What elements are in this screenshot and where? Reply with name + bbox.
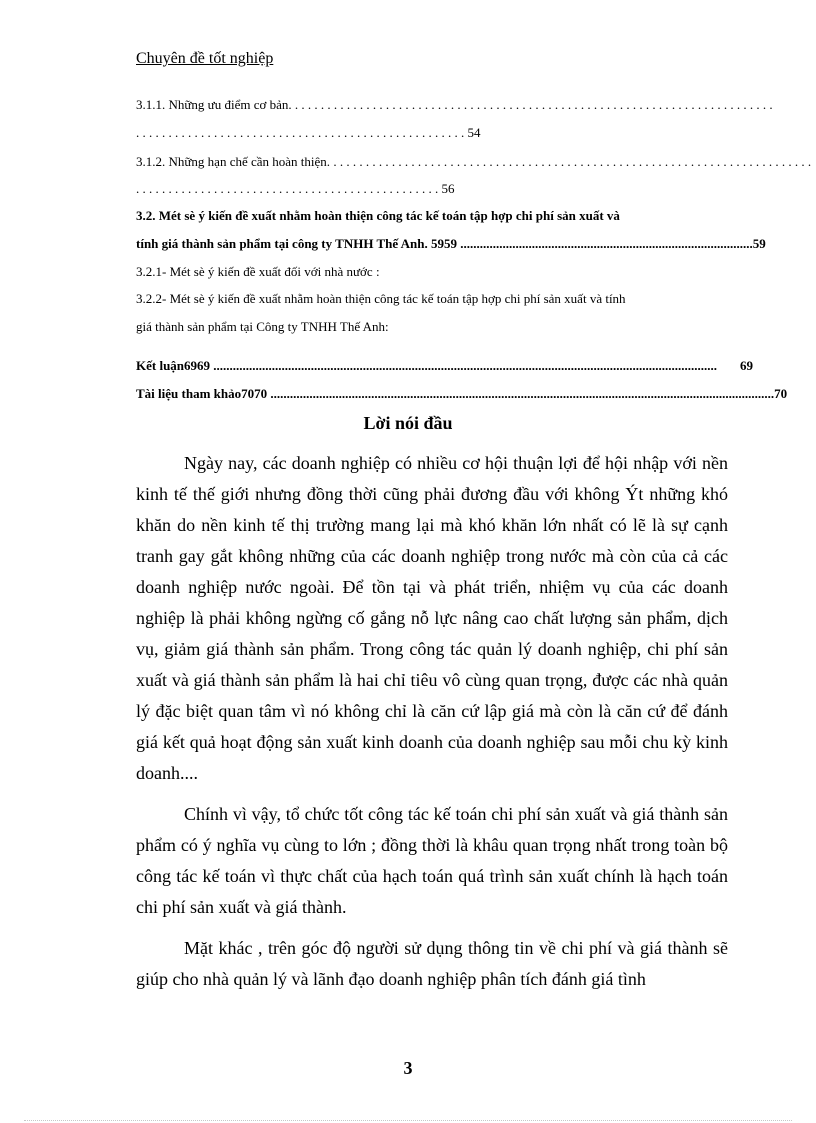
page-bottom-divider [24,1120,792,1121]
toc-leader-dots: . . . . . . . . . . . . . . . . . . . . . . . . . . . . . . . . . . . . . . . . . . . . . . . [136,181,442,196]
toc-entry-label: 3.1.2. Những hạn chế cần hoàn thiện. [136,154,331,169]
toc-entry-label: 3.2.1- Mét sè ý kiến đề xuất đối với nhà nước : [136,264,380,279]
toc-page-number: 56 [441,181,455,196]
toc-entry-label: Tài liệu tham khảo7070 [136,386,268,401]
page-number: 3 [403,1058,413,1078]
toc-entry-3-1-2-cont [136,181,753,197]
page-header: Chuyên đề tốt nghiệp [136,50,274,67]
paragraph: Mặt khác , trên góc độ người sử dụng thông tin về chi phí và giá thành sẽ giúp cho nhà quản lý và lãnh đạo doanh nghiệp phân tích đánh giá tình [136,938,728,989]
toc-page-number: 69 [740,358,753,373]
toc-entry-label: 3.2. Mét sè ý kiến đề xuất nhằm hoàn thiện công tác kế toán tập hợp chi phí sản xuất và [136,208,620,223]
toc-leader-dots: . . . . . . . . . . . . . . . . . . . . . . . . . . . . . . . . . . . . . . . . . . . . . . . . . . . . . . . . . . . . . . . . . . . . . . . . . . [330,154,812,169]
toc-leader-dots: . . . . . . . . . . . . . . . . . . . . . . . . . . . . . . . . . . . . . . . . . . . . . . . . . . . . . . . . . . . . . . . . . . . . . . . . . . [291,97,773,112]
toc-entry-label: Kết luận6969 [136,358,211,373]
toc-entry-label: tính giá thành sản phẩm tại công ty TNHH Thế Anh. 5959 [136,236,457,251]
toc-entry-references[interactable] [136,386,788,402]
toc-entry-label: giá thành sản phẩm tại Công ty TNHH Thế Anh: [136,319,389,334]
toc-leader-dots: . . . . . . . . . . . . . . . . . . . . . . . . . . . . . . . . . . . . . . . . . . . . . . . . . . . [136,125,468,140]
toc-entry-label: 3.1.1. Những ưu điểm cơ bản. [136,97,292,112]
paragraph: Ngày nay, các doanh nghiệp có nhiều cơ hội thuận lợi để hội nhập với nền kinh tế thế giới nhưng đồng thời cũng phải đương đầu với không Ýt những khó khăn do nền kinh tế thị trường mang lại mà khó khăn lớn nhất có lẽ là sự cạnh tranh gay gắt không những của các doanh nghiệp trong nước mà còn của cả các doanh nghiệp nước ngoài. Để tồn tại và phát triển, nhiệm vụ của các doanh nghiệp là phải không ngừng cố gắng nỗ lực nâng cao chất lượng sản phẩm, dịch vụ, giảm giá thành sản phẩm. Trong công tác quản lý doanh nghiệp, chi phí sản xuất và giá thành sản phẩm là hai chỉ tiêu vô cùng quan trọng, được các nhà quản lý đặc biệt quan tâm vì nó không chỉ là căn cứ lập giá mà còn là căn cứ để đánh giá kết quả hoạt động sản xuất kinh doanh của doanh nghiệp sau mỗi chu kỳ kinh doanh.... [136,453,728,783]
toc-entry-3-1-1-cont [136,125,753,141]
toc-entry-label: 3.2.2- Mét sè ý kiến đề xuất nhằm hoàn thiện công tác kế toán tập hợp chi phí sản xuất và tính [136,291,626,306]
toc-entry-3-2-2-cont [136,319,753,335]
toc-page-number: 54 [467,125,481,140]
toc-entry-3-2-1[interactable] [136,264,753,280]
section-title: Lời nói đầu [363,413,453,433]
toc-entry-3-1-2[interactable] [136,154,812,170]
toc-entry-3-1-1[interactable] [136,97,773,113]
toc-leader-dots: ........................................................................................................................................................... [210,358,718,373]
toc-leader-dots: ........................................................................................................................................................... [267,386,775,401]
toc-entry-3-2-2[interactable] [136,291,753,307]
toc-page-number: 59 [752,236,766,251]
toc-leader-dots: .......................................................................................... [457,236,753,251]
toc-entry-conclusion[interactable] [136,358,753,374]
body-text [136,448,728,995]
toc-page-number: 70 [774,386,788,401]
toc-entry-3-2[interactable] [136,208,753,224]
toc-entry-3-2-cont [136,236,766,252]
paragraph: Chính vì vậy, tổ chức tốt công tác kế toán chi phí sản xuất và giá thành sản phẩm có ý nghĩa vụ cùng to lớn ; đồng thời là khâu quan trọng nhất trong toàn bộ công tác kế toán vì thực chất của hạch toán quá trình sản xuất chính là hạch toán chi phí sản xuất và giá thành. [136,804,728,917]
